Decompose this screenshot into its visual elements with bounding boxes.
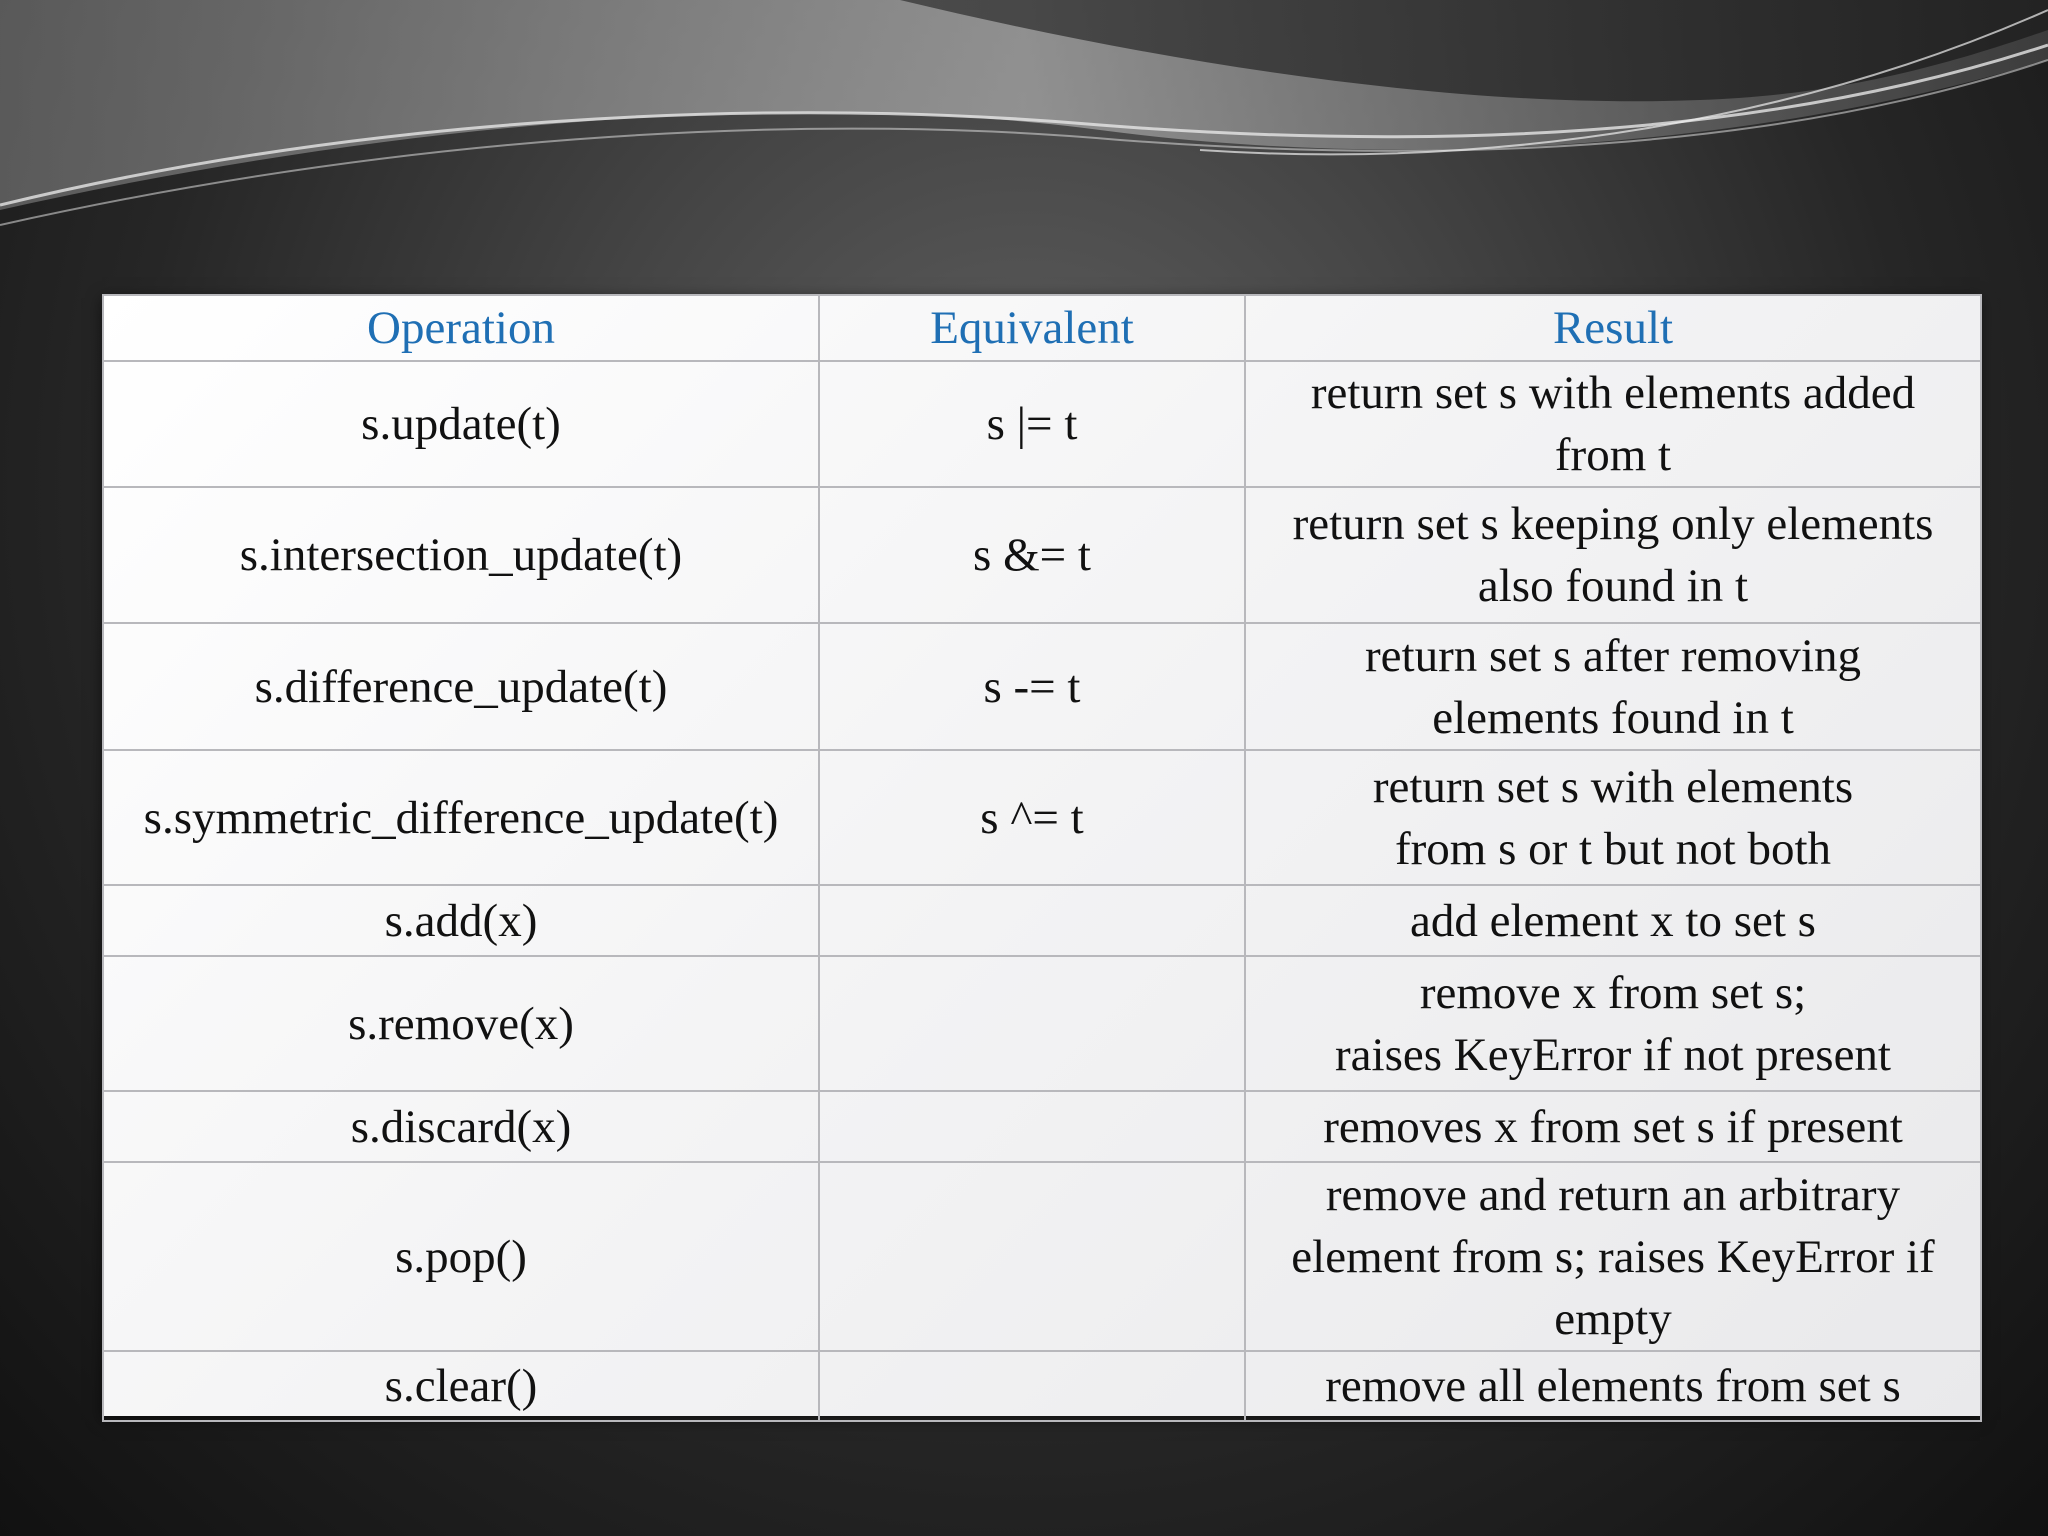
table-header-row bbox=[103, 295, 1981, 361]
result-line: remove and return an arbitrary bbox=[1325, 1168, 1901, 1221]
equivalent-cell bbox=[819, 885, 1245, 956]
result-line: remove all elements from set s bbox=[1325, 1360, 1901, 1412]
result-cell bbox=[1245, 623, 1981, 750]
set-operations-table bbox=[102, 294, 1980, 1416]
table-row bbox=[103, 1351, 1981, 1421]
table-row bbox=[103, 623, 1981, 750]
result-line: empty bbox=[1554, 1292, 1672, 1345]
result-cell bbox=[1245, 885, 1981, 956]
result-line: element from s; raises KeyError if bbox=[1291, 1230, 1935, 1283]
table-row bbox=[103, 885, 1981, 956]
table-row bbox=[103, 1091, 1981, 1162]
result-cell bbox=[1245, 487, 1981, 623]
equivalent-cell bbox=[819, 1351, 1245, 1421]
table-row bbox=[103, 750, 1981, 885]
table-row bbox=[103, 361, 1981, 487]
result-line: remove x from set s; bbox=[1419, 966, 1807, 1019]
operations-table-grid bbox=[102, 294, 1982, 1422]
operation-cell: s.intersection_update(t) bbox=[103, 487, 819, 623]
result-line: return set s with elements bbox=[1372, 760, 1854, 813]
operation-cell: s.add(x) bbox=[103, 885, 819, 956]
operation-cell: s.difference_update(t) bbox=[103, 623, 819, 750]
background-wave-decoration bbox=[0, 0, 2048, 240]
result-line: raises KeyError if not present bbox=[1335, 1028, 1891, 1081]
operation-cell: s.symmetric_difference_update(t) bbox=[103, 750, 819, 885]
result-line: return set s after removing bbox=[1365, 629, 1861, 682]
result-cell bbox=[1245, 1091, 1981, 1162]
table-row bbox=[103, 487, 1981, 623]
result-line: from t bbox=[1554, 429, 1672, 481]
equivalent-cell: s -= t bbox=[819, 623, 1245, 750]
operation-cell: s.discard(x) bbox=[103, 1091, 819, 1162]
result-line: return set s with elements added bbox=[1310, 367, 1916, 419]
result-line: return set s keeping only elements bbox=[1292, 498, 1934, 550]
result-cell bbox=[1245, 750, 1981, 885]
operation-cell: s.remove(x) bbox=[103, 956, 819, 1091]
result-cell bbox=[1245, 1351, 1981, 1421]
equivalent-cell: s ^= t bbox=[819, 750, 1245, 885]
result-line: elements found in t bbox=[1432, 691, 1794, 744]
equivalent-cell: s &= t bbox=[819, 487, 1245, 623]
operation-cell: s.update(t) bbox=[103, 361, 819, 487]
result-cell bbox=[1245, 1162, 1981, 1351]
equivalent-cell bbox=[819, 956, 1245, 1091]
equivalent-cell bbox=[819, 1162, 1245, 1351]
result-cell bbox=[1245, 956, 1981, 1091]
result-line: removes x from set s if present bbox=[1323, 1100, 1903, 1153]
header-result: Result bbox=[1245, 295, 1981, 361]
table-row bbox=[103, 956, 1981, 1091]
operation-cell: s.pop() bbox=[103, 1162, 819, 1351]
header-equivalent: Equivalent bbox=[819, 295, 1245, 361]
result-line: from s or t but not both bbox=[1394, 822, 1832, 875]
operation-cell: s.clear() bbox=[103, 1351, 819, 1421]
table-row bbox=[103, 1162, 1981, 1351]
equivalent-cell bbox=[819, 1091, 1245, 1162]
header-operation: Operation bbox=[103, 295, 819, 361]
result-cell bbox=[1245, 361, 1981, 487]
result-line: also found in t bbox=[1477, 560, 1749, 612]
equivalent-cell: s |= t bbox=[819, 361, 1245, 487]
result-line: add element x to set s bbox=[1410, 894, 1816, 947]
